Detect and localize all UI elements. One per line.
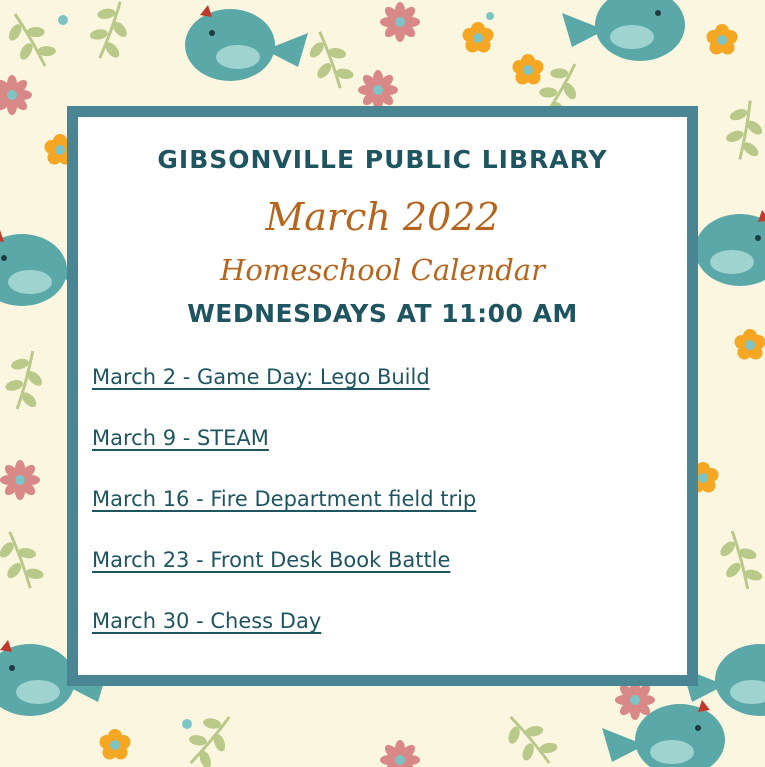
- event-item: [92, 365, 476, 426]
- event-list: [92, 365, 476, 670]
- event-link-march-30[interactable]: March 30 - Chess Day: [92, 609, 322, 633]
- event-link-march-9[interactable]: March 9 - STEAM: [92, 426, 269, 450]
- event-item: [92, 609, 476, 670]
- calendar-subtitle: Homeschool Calendar: [220, 253, 545, 287]
- calendar-card: [67, 106, 698, 686]
- month-title: March 2022: [265, 195, 500, 239]
- event-link-march-23[interactable]: March 23 - Front Desk Book Battle: [92, 548, 451, 572]
- schedule-time: WEDNESDAYS AT 11:00 AM: [187, 299, 578, 328]
- library-name: GIBSONVILLE PUBLIC LIBRARY: [157, 145, 608, 174]
- event-item: [92, 426, 476, 487]
- event-link-march-2[interactable]: March 2 - Game Day: Lego Build: [92, 365, 430, 389]
- event-item: [92, 548, 476, 609]
- event-link-march-16[interactable]: March 16 - Fire Department field trip: [92, 487, 477, 511]
- event-item: [92, 487, 476, 548]
